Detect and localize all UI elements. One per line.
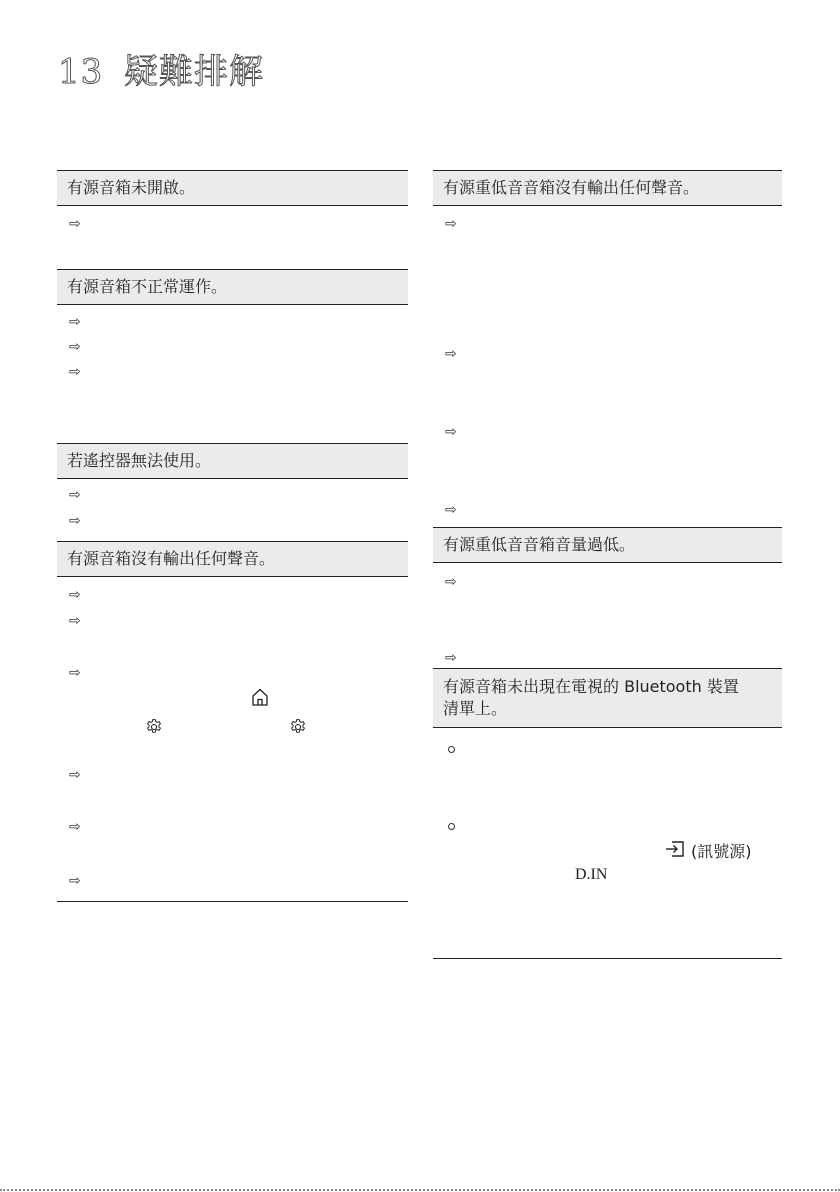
list-item bbox=[69, 335, 89, 359]
section-end-rule bbox=[433, 958, 782, 959]
section-body bbox=[433, 563, 782, 668]
section-heading-line: 有源音箱未出現在電視的 Bluetooth 裝置 bbox=[443, 677, 739, 696]
section-heading: 有源重低音音箱音量過低。 bbox=[433, 527, 782, 563]
din-label: D.IN bbox=[575, 866, 608, 883]
list-item bbox=[69, 609, 89, 633]
right-arrow-icon: ⇨ bbox=[69, 513, 81, 529]
list-item bbox=[69, 483, 89, 507]
left-column bbox=[57, 170, 408, 899]
list-item bbox=[69, 509, 89, 533]
right-arrow-icon: ⇨ bbox=[69, 613, 81, 629]
gear-icon bbox=[289, 718, 307, 736]
right-arrow-icon: ⇨ bbox=[69, 314, 81, 330]
section-heading: 有源音箱沒有輸出任何聲音。 bbox=[57, 541, 408, 577]
home-icon bbox=[250, 687, 270, 707]
chapter-title: 疑難排解 bbox=[124, 52, 264, 92]
right-arrow-icon: ⇨ bbox=[69, 873, 81, 889]
list-item bbox=[445, 570, 465, 594]
section-heading bbox=[433, 668, 782, 728]
list-item bbox=[445, 737, 465, 761]
section-body bbox=[433, 206, 782, 527]
source-label: (訊號源) bbox=[691, 842, 752, 861]
list-item bbox=[69, 583, 89, 607]
list-item bbox=[69, 815, 89, 839]
right-arrow-icon: ⇨ bbox=[69, 767, 81, 783]
section-body bbox=[57, 577, 408, 899]
circle-bullet-icon bbox=[448, 823, 455, 830]
gear-icon bbox=[145, 718, 163, 736]
source-input-icon bbox=[665, 840, 685, 858]
right-arrow-icon: ⇨ bbox=[445, 574, 457, 590]
right-arrow-icon: ⇨ bbox=[445, 346, 457, 362]
right-arrow-icon: ⇨ bbox=[69, 364, 81, 380]
list-item bbox=[69, 310, 89, 334]
section-heading: 有源音箱未開啟。 bbox=[57, 170, 408, 206]
section-heading: 有源重低音音箱沒有輸出任何聲音。 bbox=[433, 170, 782, 206]
section-heading: 若遙控器無法使用。 bbox=[57, 443, 408, 479]
right-arrow-icon: ⇨ bbox=[69, 216, 81, 232]
right-arrow-icon: ⇨ bbox=[69, 339, 81, 355]
page-edge-divider bbox=[0, 1189, 840, 1191]
list-item bbox=[69, 661, 89, 685]
list-item bbox=[445, 342, 465, 366]
section-body bbox=[57, 479, 408, 541]
section-body bbox=[57, 206, 408, 269]
list-item bbox=[445, 498, 465, 522]
list-item bbox=[445, 646, 465, 670]
right-arrow-icon: ⇨ bbox=[69, 587, 81, 603]
list-item bbox=[69, 360, 89, 384]
chapter-number: 13 bbox=[58, 52, 104, 92]
right-column bbox=[433, 170, 782, 946]
section-end-rule bbox=[57, 901, 408, 902]
section-heading: 有源音箱不正常運作。 bbox=[57, 269, 408, 305]
right-arrow-icon: ⇨ bbox=[69, 487, 81, 503]
list-item bbox=[69, 212, 89, 236]
right-arrow-icon: ⇨ bbox=[445, 424, 457, 440]
right-arrow-icon: ⇨ bbox=[445, 216, 457, 232]
section-body bbox=[433, 728, 782, 946]
list-item bbox=[69, 763, 89, 787]
page-title bbox=[58, 52, 264, 92]
list-item bbox=[445, 814, 465, 838]
list-item bbox=[445, 420, 465, 444]
list-item bbox=[445, 212, 465, 236]
right-arrow-icon: ⇨ bbox=[445, 502, 457, 518]
list-item bbox=[69, 869, 89, 893]
right-arrow-icon: ⇨ bbox=[445, 650, 457, 666]
right-arrow-icon: ⇨ bbox=[69, 819, 81, 835]
right-arrow-icon: ⇨ bbox=[69, 665, 81, 681]
section-body bbox=[57, 305, 408, 443]
circle-bullet-icon bbox=[448, 746, 455, 753]
section-heading-line: 清單上。 bbox=[443, 699, 508, 718]
